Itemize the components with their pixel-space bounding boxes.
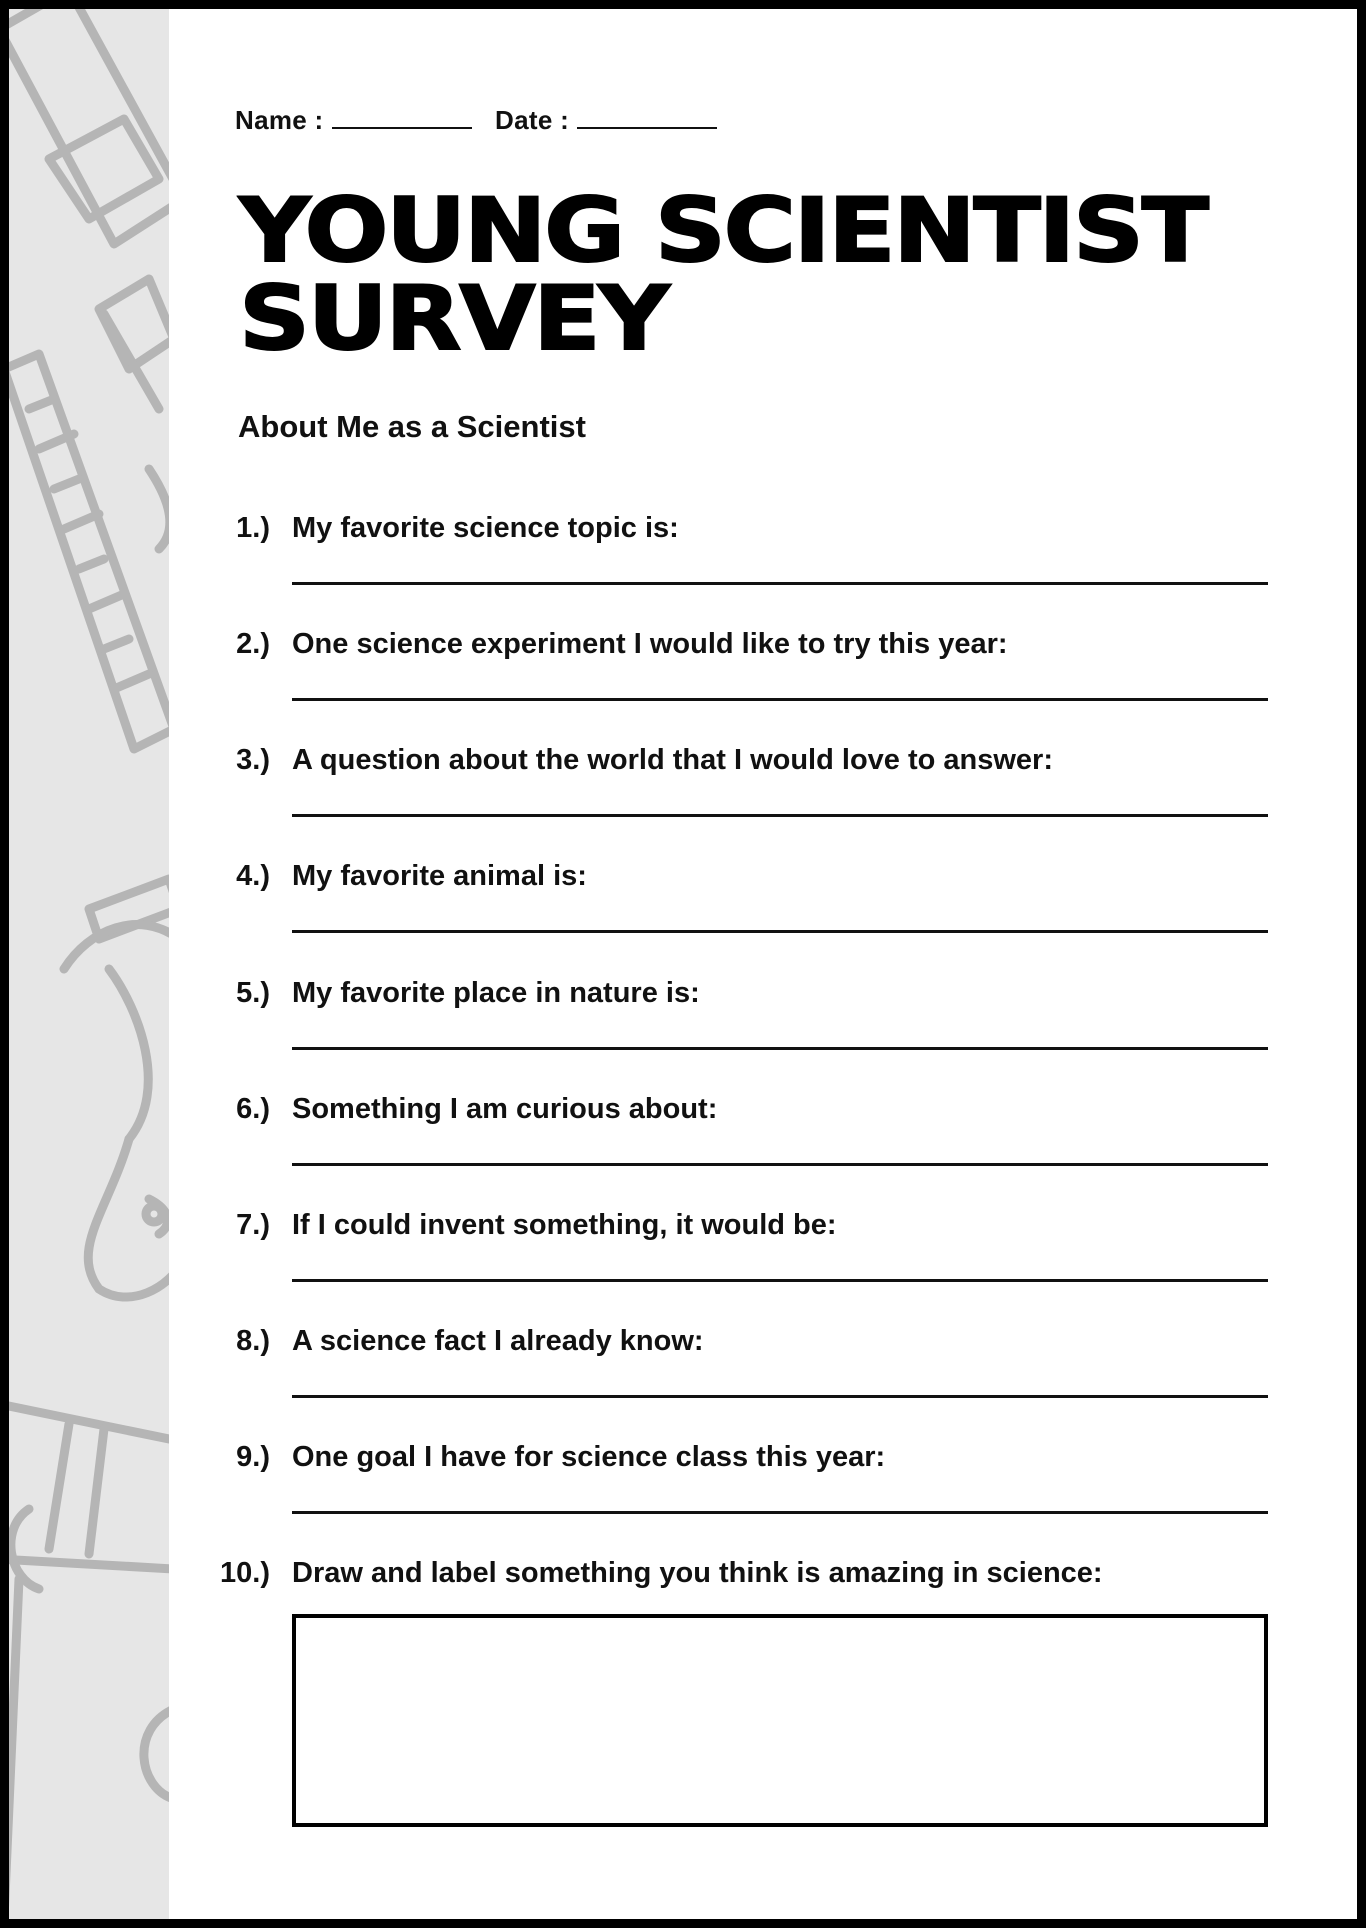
question-2 — [9, 628, 1366, 744]
question-7 — [9, 1209, 1366, 1325]
drawing-box[interactable] — [292, 1614, 1268, 1827]
answer-line[interactable] — [292, 1511, 1268, 1514]
answer-line[interactable] — [292, 1279, 1268, 1282]
test-tube-icon — [9, 9, 169, 409]
question-text: If I could invent something, it would be: — [292, 1209, 837, 1241]
question-text: A question about the world that I would love to answer: — [292, 744, 1053, 776]
answer-line[interactable] — [292, 1047, 1268, 1050]
question-text: A science fact I already know: — [292, 1325, 704, 1357]
question-text: Something I am curious about: — [292, 1093, 718, 1125]
question-9 — [9, 1441, 1366, 1557]
question-number: 1.) — [236, 512, 270, 544]
question-text: My favorite animal is: — [292, 860, 587, 892]
question-text: My favorite place in nature is: — [292, 977, 700, 1009]
title-line-2: SURVEY — [239, 267, 668, 370]
question-8 — [9, 1325, 1366, 1441]
question-1 — [9, 512, 1366, 628]
question-text: Draw and label something you think is amazing in science: — [292, 1557, 1103, 1589]
name-label: Name : — [235, 105, 324, 135]
question-number: 3.) — [236, 744, 270, 776]
question-4 — [9, 860, 1366, 976]
question-number: 4.) — [236, 860, 270, 892]
answer-line[interactable] — [292, 582, 1268, 585]
date-label: Date : — [495, 105, 570, 135]
answer-line[interactable] — [292, 1163, 1268, 1166]
question-10 — [9, 1557, 1366, 1607]
question-number: 2.) — [236, 628, 270, 660]
question-5 — [9, 977, 1366, 1093]
question-6 — [9, 1093, 1366, 1209]
name-date-header — [235, 105, 733, 136]
title-line-1: YOUNG SCIENTIST — [239, 179, 1207, 282]
question-text: One goal I have for science class this year: — [292, 1441, 886, 1473]
answer-line[interactable] — [292, 930, 1268, 933]
name-blank[interactable] — [332, 109, 472, 129]
question-number: 6.) — [236, 1093, 270, 1125]
section-subtitle: About Me as a Scientist — [238, 409, 586, 444]
question-number: 10.) — [220, 1557, 270, 1589]
question-number: 5.) — [236, 977, 270, 1009]
page-title — [239, 179, 1366, 370]
answer-line[interactable] — [292, 1395, 1268, 1398]
answer-line[interactable] — [292, 698, 1268, 701]
question-text: One science experiment I would like to try this year: — [292, 628, 1008, 660]
question-number: 8.) — [236, 1325, 270, 1357]
question-text: My favorite science topic is: — [292, 512, 679, 544]
answer-line[interactable] — [292, 814, 1268, 817]
question-number: 7.) — [236, 1209, 270, 1241]
question-3 — [9, 744, 1366, 860]
question-number: 9.) — [236, 1441, 270, 1473]
date-blank[interactable] — [577, 109, 717, 129]
